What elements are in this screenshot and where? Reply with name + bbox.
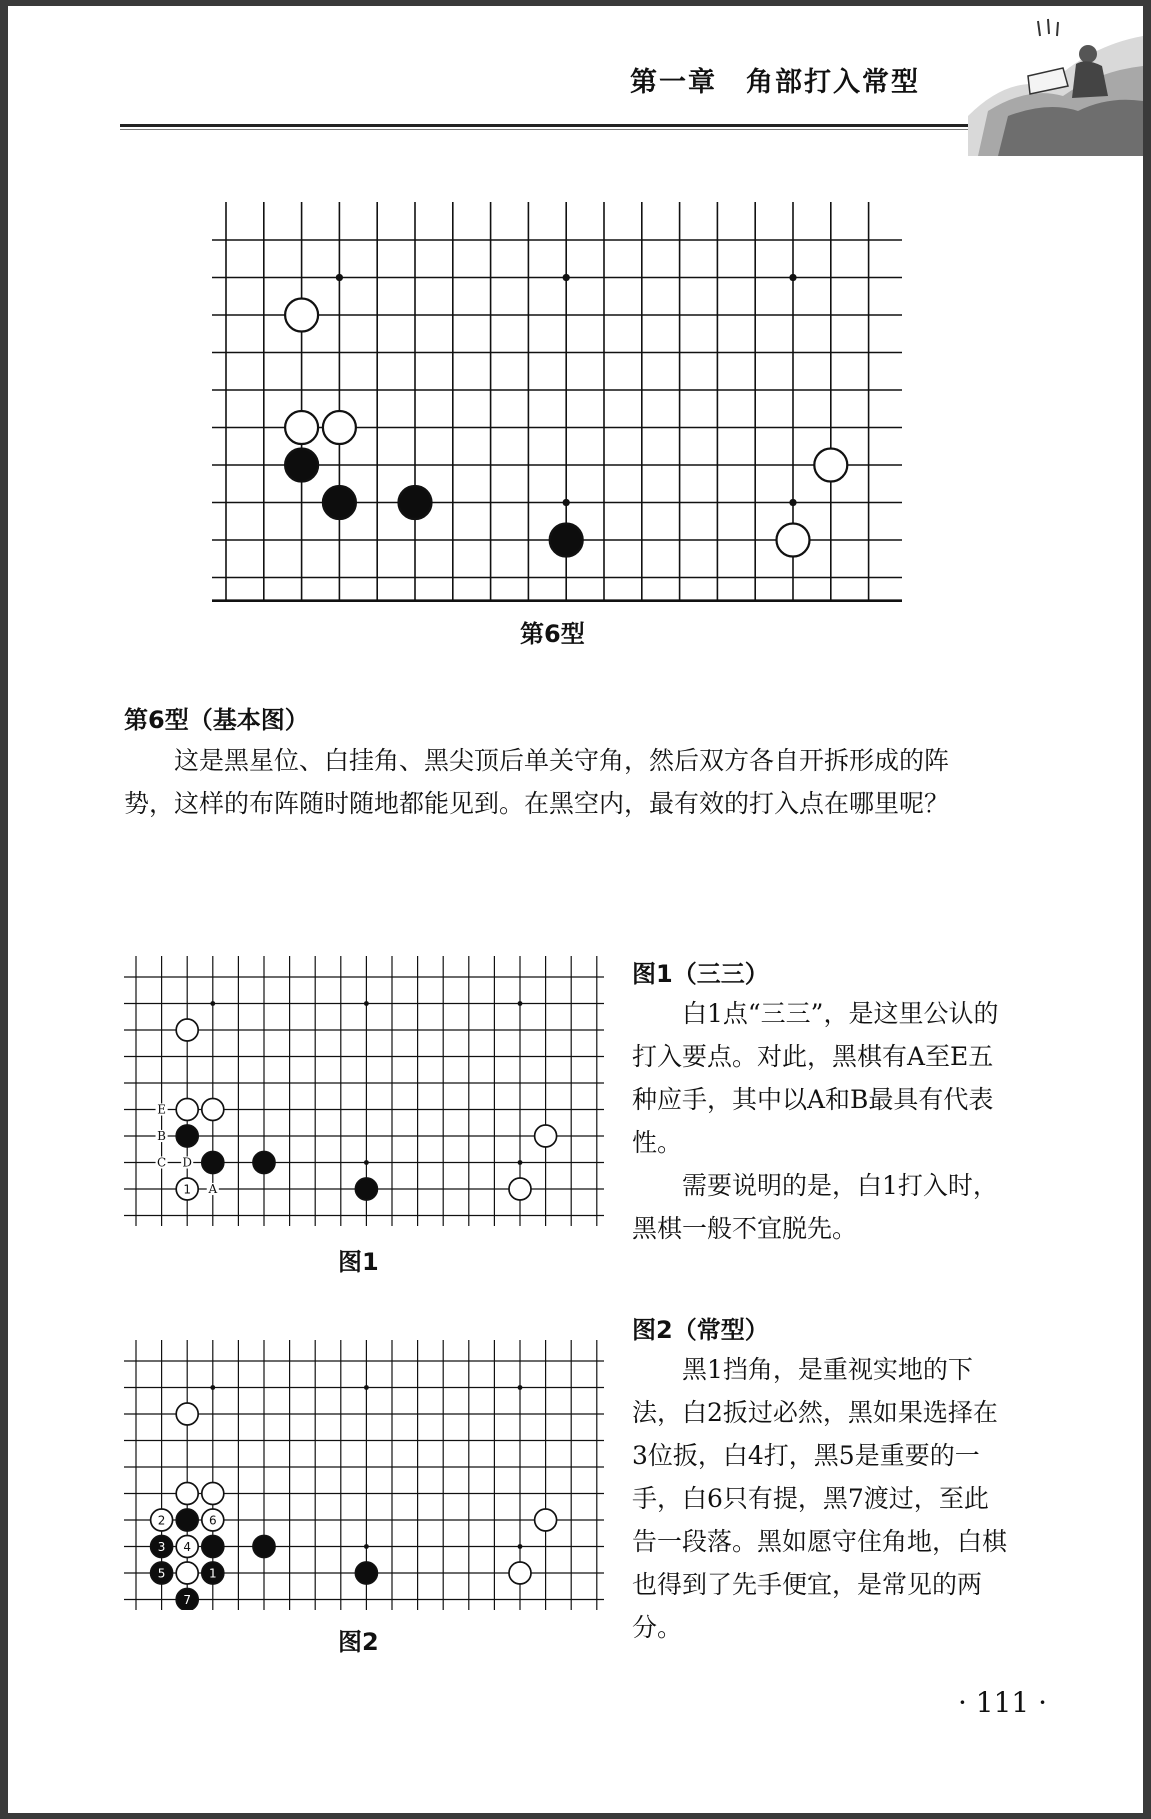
black-stone xyxy=(176,1125,198,1147)
star-point xyxy=(518,1385,523,1390)
white-stone xyxy=(176,1483,198,1505)
figure2-text xyxy=(632,1348,1012,1649)
book-page xyxy=(8,6,1143,1813)
black-stone xyxy=(323,486,356,519)
section-heading: 第6型（基本图） xyxy=(124,706,309,734)
black-stone xyxy=(253,1536,275,1558)
star-point xyxy=(789,274,796,281)
star-point xyxy=(563,499,570,506)
star-point xyxy=(210,1385,215,1390)
star-point xyxy=(518,1544,523,1549)
white-stone xyxy=(509,1178,531,1200)
star-point xyxy=(563,274,570,281)
main-go-board xyxy=(212,202,902,602)
white-stone xyxy=(202,1099,224,1121)
white-stone xyxy=(285,299,318,332)
black-stone xyxy=(176,1509,198,1531)
chapter-title: 第一章 角部打入常型 xyxy=(630,67,920,98)
figure2-paragraph: 黑1挡角，是重视实地的下法，白2扳过必然，黑如果选择在3位扳，白4打，黑5是重要的一手，白6只有提，黑7渡过，至此告一段落。黑如愿守住角地，白棋也得到了先手便宜，是常见的两分。 xyxy=(632,1355,1008,1642)
star-point xyxy=(336,274,343,281)
point-label: E xyxy=(157,1102,166,1117)
star-point xyxy=(789,499,796,506)
white-stone xyxy=(176,1019,198,1041)
point-label: A xyxy=(208,1182,218,1197)
black-stone xyxy=(399,486,432,519)
figure1-caption: 图1 xyxy=(338,1248,379,1276)
move-number: 2 xyxy=(157,1513,166,1528)
header-rule xyxy=(120,124,1020,127)
move-number: 3 xyxy=(157,1539,166,1554)
white-stone xyxy=(323,411,356,444)
figure1-text xyxy=(632,992,1012,1250)
move-number: 7 xyxy=(183,1592,192,1607)
black-stone xyxy=(355,1562,377,1584)
star-point xyxy=(518,1160,523,1165)
go-player-illustration-icon xyxy=(968,16,1143,156)
black-stone xyxy=(550,524,583,557)
white-stone xyxy=(202,1483,224,1505)
white-stone xyxy=(535,1125,557,1147)
white-stone xyxy=(535,1509,557,1531)
figure2-go-board xyxy=(124,1340,604,1610)
main-diagram-caption: 第6型 xyxy=(520,620,585,648)
star-point xyxy=(364,1385,369,1390)
black-stone xyxy=(202,1152,224,1174)
star-point xyxy=(210,1001,215,1006)
header-rule-thin xyxy=(120,129,1020,130)
white-stone xyxy=(814,449,847,482)
move-number: 1 xyxy=(208,1566,217,1581)
white-stone xyxy=(777,524,810,557)
move-number: 1 xyxy=(183,1182,192,1197)
page-number: · 111 · xyxy=(958,1686,1048,1719)
black-stone xyxy=(202,1536,224,1558)
white-stone xyxy=(285,411,318,444)
star-point xyxy=(518,1001,523,1006)
star-point xyxy=(364,1544,369,1549)
move-number: 5 xyxy=(157,1566,166,1581)
black-stone xyxy=(285,449,318,482)
section-body xyxy=(124,739,994,825)
move-number: 4 xyxy=(183,1539,192,1554)
white-stone xyxy=(176,1562,198,1584)
star-point xyxy=(364,1001,369,1006)
black-stone xyxy=(253,1152,275,1174)
figure1-go-board xyxy=(124,956,604,1226)
figure2-caption: 图2 xyxy=(338,1628,379,1656)
move-number: 6 xyxy=(208,1513,217,1528)
figure1-heading: 图1（三三） xyxy=(632,960,769,988)
figure2-heading: 图2（常型） xyxy=(632,1316,769,1344)
black-stone xyxy=(355,1178,377,1200)
white-stone xyxy=(509,1562,531,1584)
section-body-text: 这是黑星位、白挂角、黑尖顶后单关守角，然后双方各自开拆形成的阵势，这样的布阵随时随地都能见到。在黑空内，最有效的打入点在哪里呢？ xyxy=(124,746,950,818)
white-stone xyxy=(176,1099,198,1121)
point-label: C xyxy=(157,1155,167,1170)
star-point xyxy=(364,1160,369,1165)
figure1-paragraph: 白1点“三三”，是这里公认的打入要点。对此，黑棋有A至E五种应手，其中以A和B最具有代表性。 xyxy=(632,999,999,1157)
point-label: D xyxy=(182,1155,193,1170)
point-label: B xyxy=(157,1129,167,1144)
figure1-paragraph: 需要说明的是，白1打入时，黑棋一般不宜脱先。 xyxy=(632,1171,998,1243)
white-stone xyxy=(176,1403,198,1425)
